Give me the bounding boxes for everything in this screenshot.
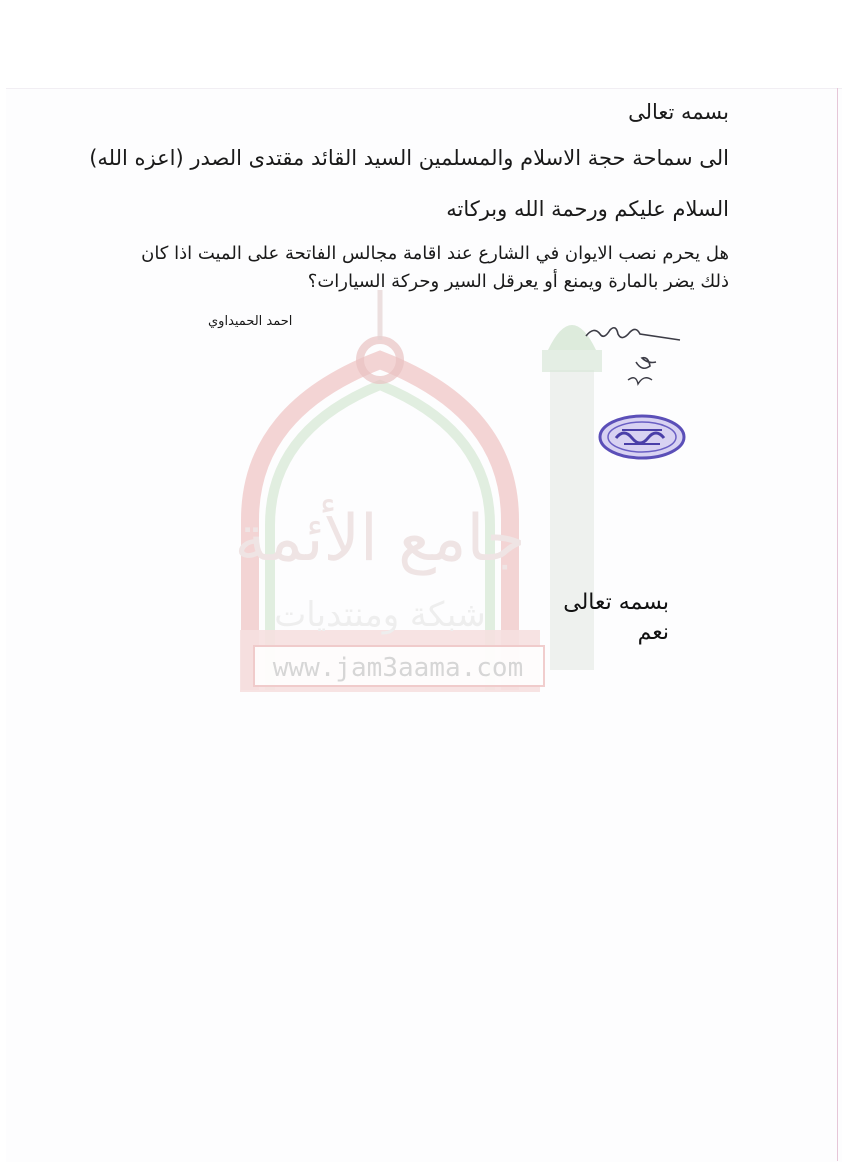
watermark-subtitle: شبكة ومنتديات (274, 595, 486, 635)
letter-greeting: السلام عليكم ورحمة الله وبركاته (446, 197, 729, 221)
typed-reply-opening: بسمه تعالى (563, 590, 669, 615)
letter-opening: بسمه تعالى (628, 100, 729, 124)
watermark-url: www.jam3aama.com (272, 653, 524, 683)
watermark-title: جامع الأئمة (234, 502, 526, 576)
typed-reply-answer: نعم (637, 620, 669, 645)
letter-question: هل يحرم نصب الايوان في الشارع عند اقامة مجالس الفاتحة على الميت اذا كان ذلك يضر بالمارة ويمنع أو يعرقل السير وحركة السيارات؟ (141, 243, 729, 292)
page-edge-line (837, 88, 838, 1161)
letter-signature: احمد الحميداوي (208, 314, 293, 329)
letter-addressee: الى سماحة حجة الاسلام والمسلمين السيد القائد مقتدى الصدر (اعزه الله) (89, 146, 729, 170)
handwritten-reply (578, 318, 688, 398)
official-stamp (598, 414, 686, 460)
